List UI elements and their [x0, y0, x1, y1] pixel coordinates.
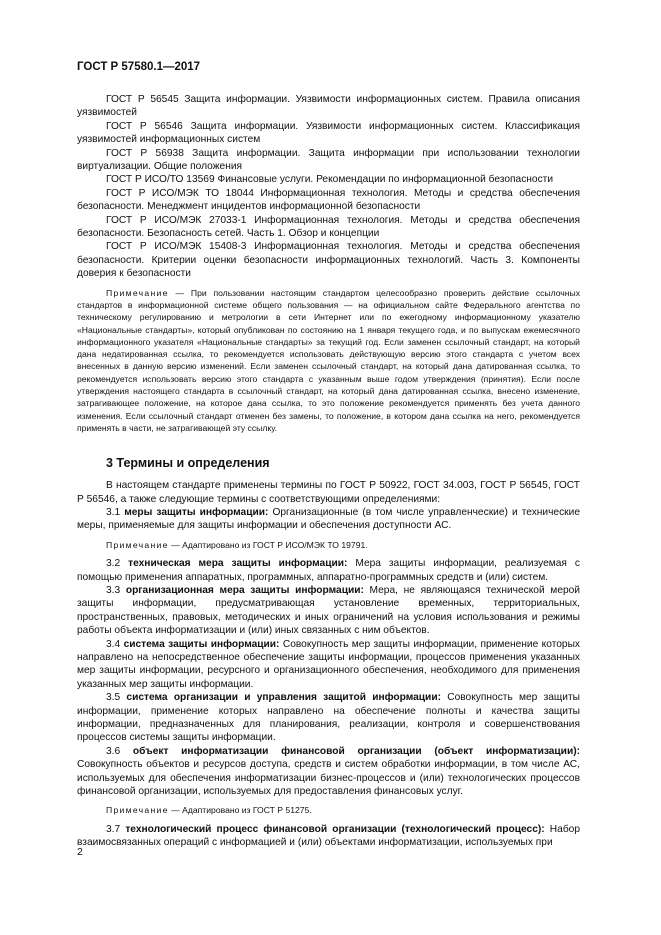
term-number: 3.5 — [106, 692, 127, 704]
term-title: организационная мера защиты информации: — [125, 584, 364, 596]
term-number: 3.1 — [106, 507, 125, 519]
term-definition: Совокупность объектов и ресурсов доступа, средств и систем обработки информации, в том числе АС, используемых для обеспечения информатизации бизнес-процессов и (или) технологических процессов финансовой организации, используемых для предоставления финансовых услуг. — [77, 759, 580, 798]
term-title: система организации и управления защитой информации: — [126, 692, 441, 704]
note-term-3-1 — [77, 539, 580, 551]
reference-item: ГОСТ Р 56546 Защита информации. Уязвимости информационных систем. Классификация уязвимостей информационных систем — [77, 120, 580, 146]
term-definition: Совокупность мер защиты информации, применение которых направлено на обеспечение полноты и качества защиты информации, предназначенных для планирования, реализации, контроля и совершенствования процессов системы защиты информации. — [77, 692, 580, 744]
page-number: 2 — [77, 846, 83, 858]
term-3-4 — [77, 638, 580, 692]
term-number: 3.7 — [106, 823, 126, 835]
reference-item: ГОСТ Р ИСО/МЭК 15408-3 Информационная технология. Методы и средства обеспечения безопасности. Критерии оценки безопасности информационных технологий. Часть 3. Компоненты доверия к безопасности — [77, 241, 580, 280]
reference-item: ГОСТ Р 56938 Защита информации. Защита информации при использовании технологии виртуализации. Общие положения — [77, 147, 580, 173]
section-intro: В настоящем стандарте применены термины по ГОСТ Р 50922, ГОСТ 34.003, ГОСТ Р 56545, ГОСТ Р 56546, а также следующие термины с соответствующими определениями: — [77, 480, 580, 505]
note-text: При пользовании настоящим стандартом целесообразно проверить действие ссылочных стандартов в информационной системе общего пользования — на официальном сайте Федерального агентства по техническому регулированию и метрологии в сети Интернет или по ежегодному информационному указателю «Национальные стандарты», который опубликован по состоянию на 1 января текущего года, и по выпускам ежемесячного информационного указателя «Национальные стандарты» за текущий год. Если заменен ссылочный стандарт, на который дана недатированная ссылка, то рекомендуется использовать действующую версию этого стандарта с учетом всех внесенных в данную версию изменений. Если заменен ссылочный стандарт, на который дана датированная ссылка, то рекомендуется использовать версию этого стандарта с указанным выше годом утверждения (принятия). Если после утверждения настоящего стандарта в ссылочный стандарт, на который дана датированная ссылка, внесено изменение, затрагивающее положение, на которое дана ссылка, то это положение рекомендуется применять без учета данного изменения. Если ссылочный стандарт отменен без замены, то положение, в котором дана ссылка на него, рекомендуется применять в части, не затрагивающей эту ссылку. — [77, 287, 580, 433]
note-text: Адаптировано из ГОСТ Р ИСО/МЭК ТО 19791. — [182, 539, 368, 550]
note-dash: — — [168, 287, 191, 298]
note-label: Примечание — [106, 539, 169, 550]
term-title: объект информатизации финансовой организации (объект информатизации): — [132, 745, 580, 757]
term-3-6 — [77, 745, 580, 799]
term-definition: Организационные (в том числе управленческие) и технические меры, применяемые для защиты информации и обеспечения доступности АС. — [77, 507, 580, 532]
reference-item: ГОСТ Р 56545 Защита информации. Уязвимости информационных систем. Правила описания уязвимостей — [77, 94, 580, 119]
term-number: 3.6 — [106, 745, 133, 757]
term-3-1 — [77, 506, 580, 533]
term-3-5 — [77, 691, 580, 745]
note-dash: — — [168, 539, 183, 550]
term-number: 3.2 — [106, 558, 129, 570]
note-term-3-6 — [77, 804, 580, 816]
section-heading: 3 Термины и определения — [106, 456, 270, 471]
term-title: система защиты информации: — [123, 638, 280, 650]
reference-item: ГОСТ Р ИСО/ТО 13569 Финансовые услуги. Рекомендации по информационной безопасности — [106, 174, 554, 186]
document-body — [77, 93, 580, 850]
term-definition: Мера, не являющаяся технической мерой защиты информации, предусматривающая установление временных, территориальных, пространственных, правовых, методических и иных ограничений на условия использования и режимы работы объекта информатизации и (или) иных связанных с ним объектов. — [77, 584, 581, 637]
term-number: 3.4 — [106, 638, 124, 650]
term-definition: Набор взаимосвязанных операций с информацией и (или) объектами информатизации, используемых при — [77, 823, 580, 849]
term-3-2 — [77, 557, 580, 584]
note-text: Адаптировано из ГОСТ Р 51275. — [182, 805, 312, 816]
term-3-7 — [77, 823, 580, 850]
term-number: 3.3 — [106, 584, 126, 596]
note-label: Примечание — [106, 287, 169, 298]
term-3-3 — [77, 584, 580, 638]
document-header: ГОСТ Р 57580.1—2017 — [77, 61, 201, 73]
reference-item: ГОСТ Р ИСО/МЭК ТО 18044 Информационная технология. Методы и средства обеспечения безопасности. Менеджмент инцидентов информационной безопасности — [77, 187, 580, 213]
reference-item: ГОСТ Р ИСО/МЭК 27033-1 Информационная технология. Методы и средства обеспечения безопасности. Безопасность сетей. Часть 1. Обзор и концепции — [77, 214, 580, 240]
term-title: меры защиты информации: — [124, 507, 269, 519]
note-dash: — — [168, 805, 183, 816]
term-title: техническая мера защиты информации: — [128, 558, 348, 570]
note-references — [77, 287, 580, 435]
note-label: Примечание — [106, 805, 169, 816]
term-definition: Совокупность мер защиты информации, применение которых направлено на непосредственное обеспечение защиты информации, процессов применения указанных мер защиты информации, ресурсного и организационного обеспечения, необходимого для применения указанных мер защиты информации. — [77, 638, 580, 690]
term-title: технологический процесс финансовой организации (технологический процесс): — [125, 823, 545, 835]
term-definition: Мера защиты информации, реализуемая с помощью применения аппаратных, программных, аппаратно-программных средств и (или) систем. — [77, 558, 580, 583]
